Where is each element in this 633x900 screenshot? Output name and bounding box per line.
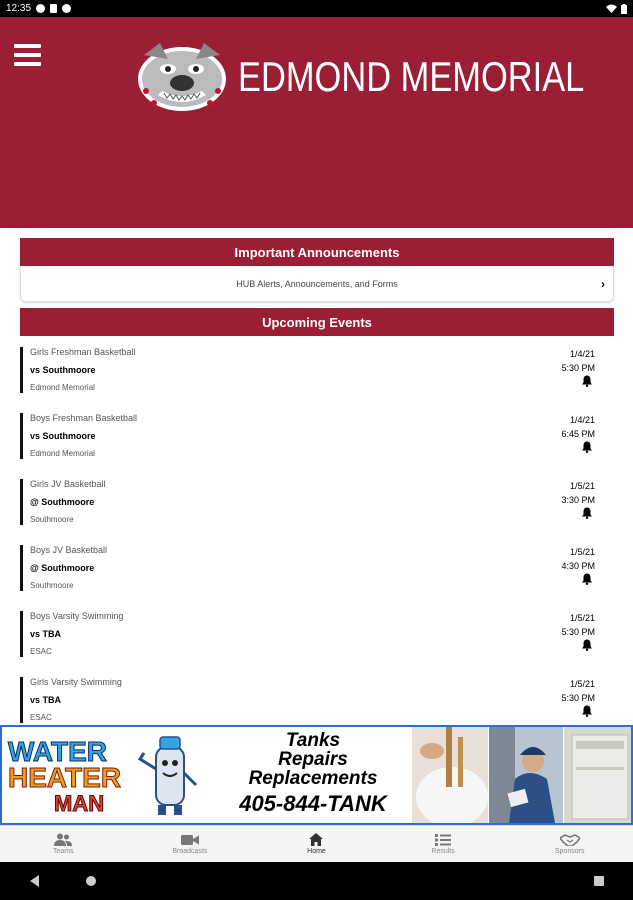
- event-opponent: @ Southmoore: [30, 563, 95, 573]
- sync-icon: [62, 4, 71, 13]
- event-sport: Girls JV Basketball: [30, 479, 106, 489]
- events-heading: Upcoming Events: [20, 308, 614, 336]
- event-time: 5:30 PM: [561, 693, 595, 703]
- back-icon[interactable]: [30, 875, 39, 887]
- home-circle-icon[interactable]: [86, 876, 96, 886]
- event-date: 1/5/21: [569, 679, 595, 689]
- ad-line2: Repairs: [278, 749, 348, 770]
- event-location: ESAC: [30, 713, 52, 722]
- event-location: ESAC: [30, 647, 52, 656]
- ad-services: [218, 730, 408, 816]
- event-time: 5:30 PM: [561, 627, 595, 637]
- event-date: 1/5/21: [569, 613, 595, 623]
- event-item[interactable]: [20, 404, 614, 470]
- status-bar: [0, 0, 633, 17]
- nav-teams[interactable]: [0, 826, 127, 862]
- event-sport: Boys Varsity Swimming: [30, 611, 124, 621]
- event-sport: Boys JV Basketball: [30, 545, 108, 555]
- event-date: 1/4/21: [569, 415, 595, 425]
- sponsor-ad-banner[interactable]: [0, 725, 633, 825]
- event-indicator: [20, 413, 23, 459]
- event-location: Edmond Memorial: [30, 383, 95, 392]
- nav-home[interactable]: [253, 826, 380, 862]
- ad-photo-plumbing: [412, 727, 488, 823]
- ad-brand-line2: HEATER: [8, 762, 122, 793]
- ad-photo-technician: [489, 727, 563, 823]
- nav-teams-label: Teams: [52, 848, 74, 855]
- nav-sponsors[interactable]: [506, 826, 633, 862]
- list-icon: [435, 834, 451, 846]
- people-icon: [54, 833, 72, 846]
- bell-icon[interactable]: [581, 573, 593, 585]
- chevron-right-icon: ›: [601, 277, 605, 291]
- event-sport: Girls Varsity Swimming: [30, 677, 122, 687]
- system-nav-bar: [0, 862, 633, 900]
- ad-line3: Replacements: [248, 768, 378, 789]
- event-location: Southmoore: [30, 581, 74, 590]
- event-indicator: [20, 545, 23, 591]
- event-opponent: vs Southmoore: [30, 365, 96, 375]
- battery-icon: [621, 4, 627, 14]
- bulldog-logo: [134, 39, 232, 113]
- events-list: [20, 338, 614, 725]
- bell-icon[interactable]: [581, 705, 593, 717]
- nav-broadcasts-label: Broadcasts: [172, 847, 208, 855]
- bell-icon[interactable]: [581, 441, 593, 453]
- app-header: [0, 17, 633, 228]
- event-time: 3:30 PM: [561, 495, 595, 505]
- ad-line1: Tanks: [285, 730, 341, 751]
- bell-icon[interactable]: [581, 507, 593, 519]
- handshake-icon: [560, 834, 580, 846]
- bell-icon[interactable]: [581, 375, 593, 387]
- school-title: EDMOND MEMORIAL: [238, 53, 585, 100]
- wifi-icon: [606, 4, 617, 13]
- event-item[interactable]: [20, 536, 614, 602]
- announcements-heading: Important Announcements: [20, 238, 614, 266]
- recents-icon[interactable]: [594, 876, 604, 886]
- event-time: 6:45 PM: [561, 429, 595, 439]
- ad-brand-line3: MAN: [54, 791, 105, 816]
- event-indicator: [20, 479, 23, 525]
- nav-sponsors-label: Sponsors: [554, 847, 585, 855]
- event-time: 4:30 PM: [561, 561, 595, 571]
- ad-brand-line1: WATER: [8, 736, 108, 767]
- nav-broadcasts[interactable]: [127, 826, 254, 862]
- announcements-link[interactable]: [20, 266, 614, 302]
- ad-brand: [8, 736, 122, 817]
- bell-icon[interactable]: [581, 639, 593, 651]
- event-opponent: @ Southmoore: [30, 497, 95, 507]
- event-opponent: vs Southmoore: [30, 431, 96, 441]
- event-item[interactable]: [20, 602, 614, 668]
- event-indicator: [20, 347, 23, 393]
- event-location: Edmond Memorial: [30, 449, 95, 458]
- sim-icon: [50, 4, 57, 13]
- nav-results-label: Results: [431, 847, 455, 855]
- event-location: Southmoore: [30, 515, 74, 524]
- menu-icon[interactable]: [14, 44, 41, 66]
- event-item[interactable]: [20, 668, 614, 725]
- home-icon: [309, 833, 323, 846]
- event-date: 1/5/21: [569, 481, 595, 491]
- event-opponent: vs TBA: [30, 629, 62, 639]
- event-sport: Boys Freshman Basketball: [30, 413, 138, 423]
- video-camera-icon: [181, 834, 199, 846]
- event-date: 1/5/21: [569, 547, 595, 557]
- event-sport: Girls Freshman Basketball: [30, 347, 136, 357]
- status-time: 12:35: [6, 3, 32, 14]
- notification-icon: [36, 4, 45, 13]
- event-time: 5:30 PM: [561, 363, 595, 373]
- ad-photo-water-heater: [564, 727, 633, 823]
- nav-results[interactable]: [380, 826, 507, 862]
- event-indicator: [20, 677, 23, 723]
- event-opponent: vs TBA: [30, 695, 62, 705]
- event-item[interactable]: [20, 470, 614, 536]
- ad-phone: 405-844-TANK: [239, 791, 387, 816]
- water-heater-mascot: [134, 733, 204, 821]
- bottom-nav: [0, 825, 633, 862]
- event-date: 1/4/21: [569, 349, 595, 359]
- event-indicator: [20, 611, 23, 657]
- event-item[interactable]: [20, 338, 614, 404]
- announcements-link-label: HUB Alerts, Announcements, and Forms: [236, 278, 398, 289]
- nav-home-label: Home: [307, 848, 326, 855]
